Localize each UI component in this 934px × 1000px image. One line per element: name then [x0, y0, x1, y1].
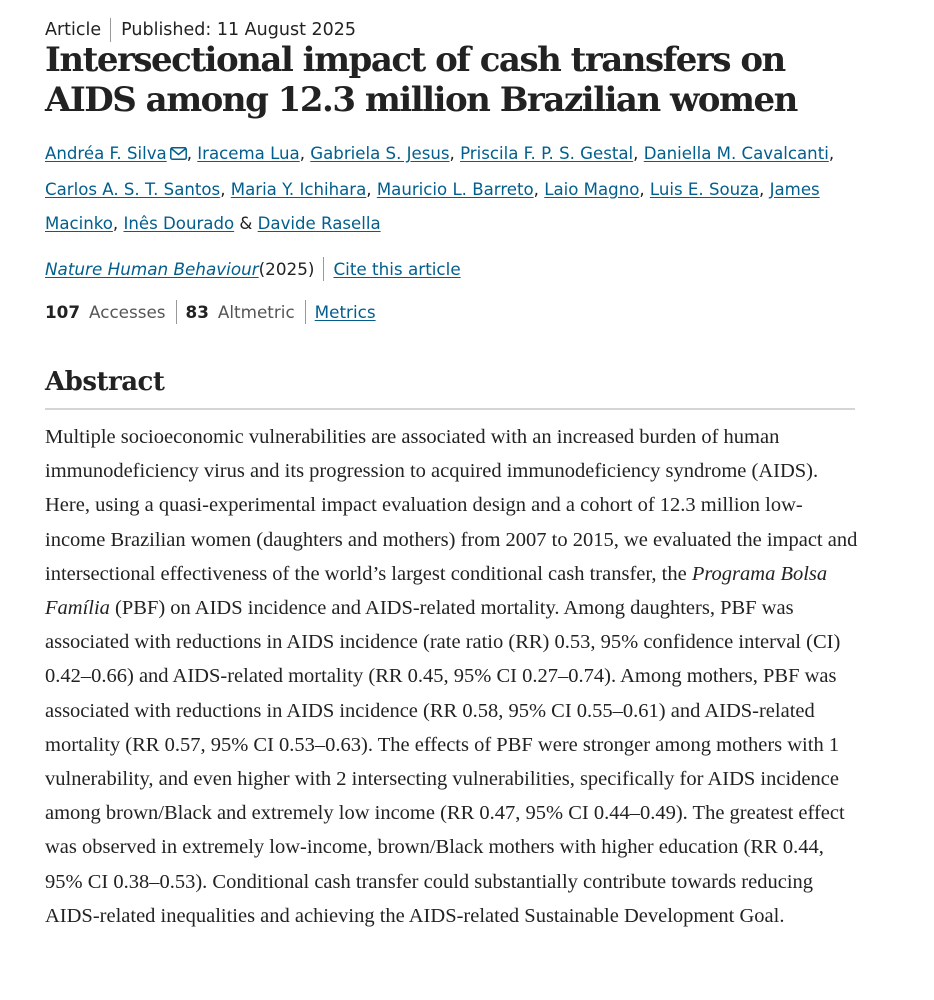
- author-separator: ,: [633, 144, 644, 163]
- author-separator: &: [234, 214, 258, 233]
- author-separator: ,: [639, 179, 650, 199]
- author-link[interactable]: Luis E. Souza: [649, 179, 760, 199]
- accesses-label: Accesses: [89, 302, 166, 322]
- publication-year: (2025): [258, 259, 315, 279]
- author-link[interactable]: Gabriela S. Jesus: [310, 144, 450, 163]
- metrics-bar: [45, 300, 376, 324]
- author-link[interactable]: Mauricio L. Barreto: [376, 179, 534, 199]
- journal-divider: [323, 257, 324, 281]
- author-link[interactable]: James Macinko: [45, 179, 820, 233]
- author-link[interactable]: Davide Rasella: [257, 214, 381, 233]
- author-separator: ,: [828, 144, 835, 163]
- article-title: Intersectional impact of cash transfers on AIDS among 12.3 million Brazilian women: [45, 40, 797, 120]
- author-link[interactable]: Daniella M. Cavalcanti: [643, 144, 829, 163]
- metrics-divider: [176, 300, 177, 324]
- author-separator: ,: [759, 179, 770, 199]
- author-separator: ,: [186, 144, 198, 163]
- author-separator: ,: [533, 179, 545, 199]
- abstract-text-after: (PBF) on AIDS incidence and AIDS-related mortality. Among daughters, PBF was associated with reductions in AIDS incidence (rate ratio (RR) 0.53, 95% confidence interval (CI) 0.42–0.66) and AIDS-related mortality (RR 0.45, 95% CI 0.27–0.74). Among mothers, PBF was associated with reductions in AIDS incidence (RR 0.58, 95% CI 0.55–0.61) and AIDS-related mortality (RR 0.57, 95% CI 0.53–0.63). The effects of PBF were stronger among mothers with 1 vulnerability, and even higher with 2 intersecting vulnerabilities, specifically for AIDS incidence among brown/Black and extremely low income (RR 0.47, 95% CI 0.44–0.49). The greatest effect was observed in extremely low-income, brown/Black mothers with higher education (RR 0.44, 95% CI 0.38–0.53). Conditional cash transfer could substantially contribute towards reducing AIDS-related inequalities and achieving the AIDS-related Sustainable Development Goal.: [45, 597, 845, 927]
- author-link[interactable]: Maria Y. Ichihara: [230, 179, 367, 199]
- meta-divider: [110, 18, 111, 42]
- author-link[interactable]: Andréa F. Silva: [45, 144, 167, 163]
- article-meta: [45, 18, 356, 42]
- author-link[interactable]: Carlos A. S. T. Santos: [45, 179, 221, 199]
- author-link[interactable]: Inês Dourado: [123, 214, 235, 233]
- cite-article-link[interactable]: Cite this article: [333, 259, 461, 279]
- journal-link[interactable]: Nature Human Behaviour: [45, 259, 259, 279]
- article-type: Article: [45, 20, 102, 40]
- altmetric-label: Altmetric: [217, 302, 295, 322]
- accesses-count: 107: [45, 302, 81, 322]
- author-separator: ,: [220, 179, 231, 199]
- mail-icon[interactable]: [170, 138, 187, 173]
- author-separator: ,: [112, 214, 124, 233]
- author-separator: ,: [299, 144, 311, 163]
- author-list: [45, 137, 875, 242]
- metrics-link[interactable]: Metrics: [314, 302, 376, 322]
- altmetric-count: 83: [185, 302, 209, 322]
- abstract-divider: [45, 408, 855, 410]
- journal-line: [45, 257, 461, 281]
- author-link[interactable]: Laio Magno: [544, 179, 640, 199]
- author-link[interactable]: Priscila F. P. S. Gestal: [460, 144, 634, 163]
- metrics-divider: [305, 300, 306, 324]
- program-name: Programa Bolsa Família: [45, 562, 828, 620]
- author-separator: ,: [366, 179, 377, 199]
- abstract-text: [45, 420, 860, 933]
- published-date: Published: 11 August 2025: [121, 20, 357, 40]
- abstract-heading: Abstract: [45, 367, 165, 397]
- author-separator: ,: [449, 144, 461, 163]
- abstract-text-before: Multiple socioeconomic vulnerabilities are associated with an increased burden of human immunodeficiency virus and its progression to acquired immunodeficiency syndrome (AIDS). Here, using a quasi-experimental impact evaluation design and a cohort of 12.3 million low-income Brazilian women (daughters and mothers) from 2007 to 2015, we evaluated the impact and intersectional effectiveness of the world’s largest conditional cash transfer, the: [45, 426, 858, 585]
- author-link[interactable]: Iracema Lua: [197, 144, 300, 163]
